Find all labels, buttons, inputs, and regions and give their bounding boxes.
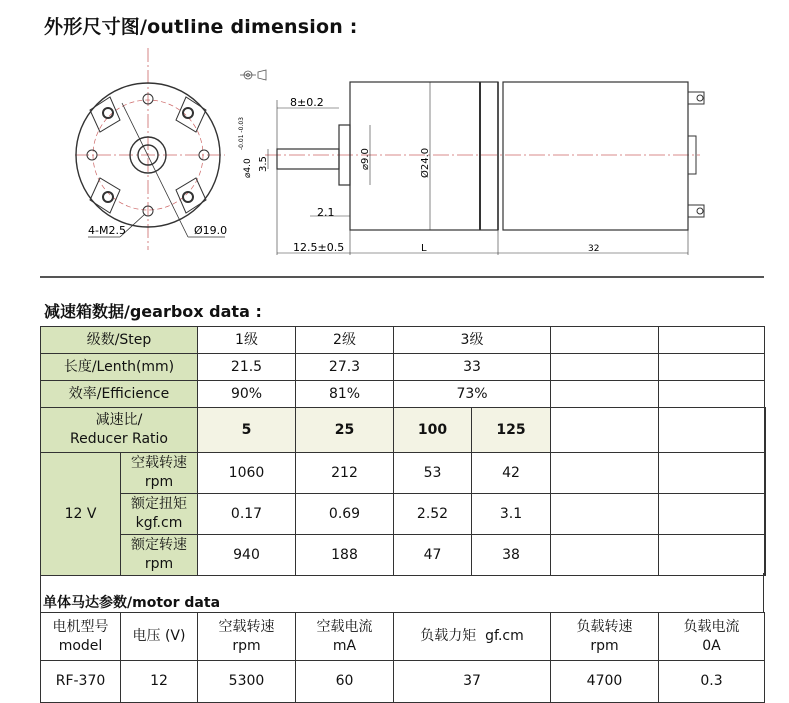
empty-cell [551,354,659,381]
gear-length-label: L [421,243,427,254]
boss-dia-label: ⌀9.0 [360,148,371,170]
cell: 3级 [394,327,551,354]
empty-cell [765,453,766,494]
empty-cell [551,453,659,494]
cell: 5 [198,408,296,453]
empty-cell [659,535,765,576]
cell: 100 [394,408,472,453]
empty-cell [765,408,766,453]
header-cn: 负载转速 [576,618,633,635]
cell: 212 [296,453,394,494]
cell: 81% [296,381,394,408]
cell: 2.52 [394,494,472,535]
data-row [41,535,766,576]
cell: 4700 [551,661,659,703]
cell: 27.3 [296,354,394,381]
cell: 42 [472,453,551,494]
efficiency-label: 效率/Efficience [41,381,198,408]
header-unit: rpm [590,637,619,654]
motor-data-title: 单体马达参数/motor data [43,595,221,611]
cell: 0.3 [659,661,765,703]
empty-cell [659,453,765,494]
row-label [121,453,198,494]
empty-cell [659,327,765,354]
cell: 1060 [198,453,296,494]
cell: RF-370 [41,661,121,703]
cell: 25 [296,408,394,453]
cell: 38 [472,535,551,576]
gearbox-table [40,326,766,576]
voltage-label: 12 V [41,453,121,576]
motor-data-row [41,661,765,703]
header-cell [296,613,394,661]
row-label-unit: rpm [144,556,174,572]
cell: 3.1 [472,494,551,535]
cell: 125 [472,408,551,453]
empty-cell [551,535,659,576]
outline-title: 外形尺寸图/outline dimension : [44,16,358,38]
header-cn: 负载电流 [683,618,740,635]
header-cell: 电压 (V) [121,613,198,661]
efficiency-row [41,381,766,408]
cell: 1级 [198,327,296,354]
cell: 0.69 [296,494,394,535]
motor-length-label: 32 [588,244,600,254]
length-label: 长度/Lenth(mm) [41,354,198,381]
shaft-dia-label: ⌀4.0 [243,158,253,178]
section-divider [40,276,764,278]
shaft-tolerance-label: -0.01 -0.03 [238,117,245,150]
ratio-label-cn: 减速比/ [95,412,143,428]
header-cn: 电机型号 [52,618,109,635]
row-label [121,494,198,535]
motor-table [40,612,765,703]
header-cell: 负载力矩 gf.cm [394,613,551,661]
cell: 90% [198,381,296,408]
header-cell [659,613,765,661]
cell: 12 [121,661,198,703]
empty-cell [551,381,659,408]
row-label-unit: kgf.cm [135,515,183,531]
empty-cell [659,354,765,381]
front-view [75,48,228,250]
row-label-cn: 空载转速 [131,455,187,471]
cell: 37 [394,661,551,703]
empty-cell [765,535,766,576]
cell: 5300 [198,661,296,703]
empty-cell [551,327,659,354]
row-label [121,535,198,576]
gearbox-title: 减速箱数据/gearbox data : [44,302,262,321]
header-cn: 空载转速 [218,618,275,635]
motor-header-row [41,613,765,661]
header-unit: model [58,637,103,654]
header-unit: 0A [702,637,721,654]
cell: 188 [296,535,394,576]
ratio-row [41,408,766,453]
data-row [41,494,766,535]
pcd-label: Ø19.0 [194,224,228,237]
header-cell [198,613,296,661]
cell: 47 [394,535,472,576]
empty-cell [659,408,765,453]
row-label-unit: rpm [144,474,174,490]
boss-height-label: 2.1 [317,206,335,219]
ratio-label [41,408,198,453]
cell: 21.5 [198,354,296,381]
cell: 940 [198,535,296,576]
flat-label: 3.5 [258,156,269,172]
cell: 33 [394,354,551,381]
header-cell [41,613,121,661]
holes-label: 4-M2.5 [88,224,126,237]
empty-cell [659,494,765,535]
side-view [265,82,704,255]
cell: 73% [394,381,551,408]
projection-symbol-icon [240,70,266,80]
step-label: 级数/Step [41,327,198,354]
cell: 60 [296,661,394,703]
empty-cell [551,494,659,535]
cell: 0.17 [198,494,296,535]
length-row [41,354,766,381]
outline-drawing [0,40,789,275]
empty-cell [765,494,766,535]
cell: 2级 [296,327,394,354]
step-row [41,327,766,354]
shaft-length-label: 8±0.2 [290,96,324,109]
empty-cell [551,408,659,453]
row-label-cn: 额定转速 [131,537,187,553]
data-row [41,453,766,494]
motor-data-caption [40,573,764,613]
header-cn: 空载电流 [316,618,373,635]
cell: 53 [394,453,472,494]
ratio-label-en: Reducer Ratio [70,431,168,447]
header-cell [551,613,659,661]
empty-cell [659,381,765,408]
row-label-cn: 额定扭矩 [131,496,187,512]
header-unit: mA [332,637,357,654]
shaft-total-label: 12.5±0.5 [293,241,345,254]
body-dia-label: Ø24.0 [420,147,431,178]
header-unit: rpm [232,637,261,654]
